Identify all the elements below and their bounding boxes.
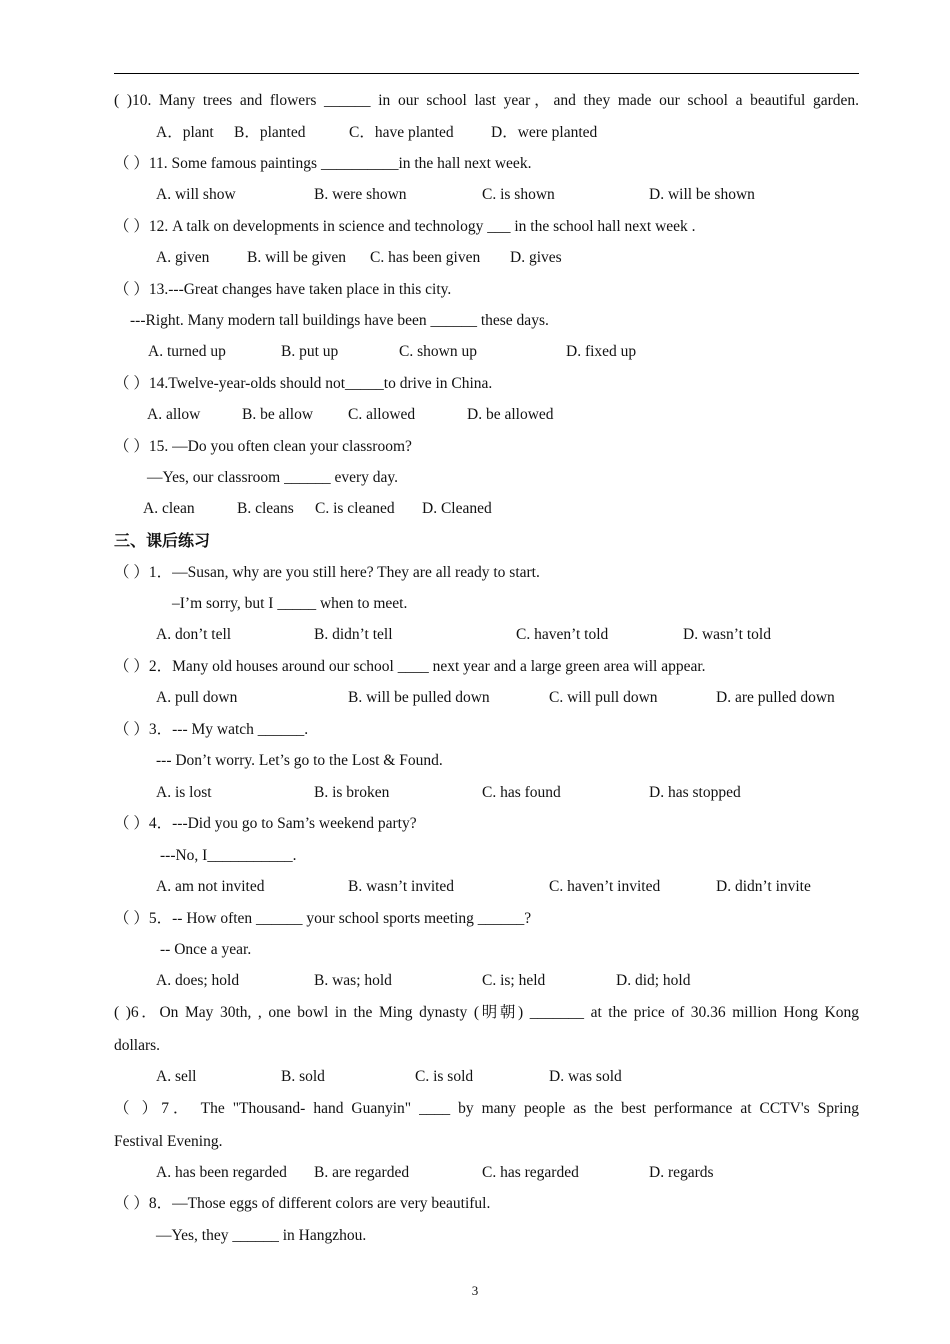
- question-12-option-d: D. gives: [510, 249, 562, 266]
- header-rule: [114, 73, 859, 74]
- practice-8-line2: —Yes, they ______ in Hangzhou.: [156, 1227, 367, 1244]
- practice-2-option-d: D. are pulled down: [716, 689, 835, 706]
- practice-5-stem: （ ）5．-- How often ______ your school sports meeting ______?: [114, 910, 532, 927]
- practice-7-line2: Festival Evening.: [114, 1133, 223, 1150]
- practice-1-option-d: D. wasn’t told: [683, 626, 771, 643]
- practice-3-option-c: C. has found: [482, 784, 561, 801]
- practice-5-option-b: B. was; hold: [314, 972, 392, 989]
- practice-6-option-b: B. sold: [281, 1068, 325, 1085]
- practice-4-option-a: A. am not invited: [156, 878, 265, 895]
- practice-8-stem: （ ）8．—Those eggs of different colors are very beautiful.: [114, 1195, 491, 1212]
- question-13-option-b: B. put up: [281, 343, 339, 360]
- practice-1-stem: （ ）1．—Susan, why are you still here? They are all ready to start.: [114, 564, 540, 581]
- section-heading: 三、课后练习: [114, 531, 211, 550]
- practice-6-line2: dollars.: [114, 1037, 161, 1054]
- practice-6-option-d: D. was sold: [549, 1068, 622, 1085]
- practice-6-stem: ( )6．On May 30th, , one bowl in the Ming dynasty (明朝) _______ at the price of 30.36 million Hong Kong: [114, 1004, 859, 1021]
- practice-1-option-c: C. haven’t told: [516, 626, 609, 643]
- practice-2-option-a: A. pull down: [156, 689, 238, 706]
- question-13-option-d: D. fixed up: [566, 343, 637, 360]
- practice-2-option-b: B. will be pulled down: [348, 689, 490, 706]
- question-11-option-a: A. will show: [156, 186, 236, 203]
- practice-5-option-d: D. did; hold: [616, 972, 691, 989]
- practice-5-option-a: A. does; hold: [156, 972, 240, 989]
- practice-7-option-a: A. has been regarded: [156, 1164, 287, 1181]
- question-11-option-b: B. were shown: [314, 186, 407, 203]
- practice-3-option-a: A. is lost: [156, 784, 212, 801]
- practice-7-stem: （ ）7． The "Thousand- hand Guanyin" ____ by many people as the best performance at CCTV's Spring: [114, 1100, 859, 1117]
- question-14-option-d: D. be allowed: [467, 406, 554, 423]
- practice-2-stem: （ ）2．Many old houses around our school ____ next year and a large green area will appear.: [114, 658, 706, 675]
- question-15-option-c: C. is cleaned: [315, 500, 395, 517]
- question-10-option-b: B．planted: [234, 124, 306, 141]
- practice-6-option-c: C. is sold: [415, 1068, 474, 1085]
- question-14-stem: （ ）14.Twelve-year-olds should not_____to drive in China.: [114, 375, 493, 392]
- question-15-line2: —Yes, our classroom ______ every day.: [147, 469, 398, 486]
- question-12-stem: （ ）12. A talk on developments in science and technology ___ in the school hall next week .: [114, 218, 696, 235]
- practice-1-line2: –I’m sorry, but I _____ when to meet.: [172, 595, 408, 612]
- practice-1-option-b: B. didn’t tell: [314, 626, 393, 643]
- question-13-option-a: A. turned up: [148, 343, 226, 360]
- question-15-option-d: D. Cleaned: [422, 500, 492, 517]
- practice-3-option-d: D. has stopped: [649, 784, 741, 801]
- practice-4-option-b: B. wasn’t invited: [348, 878, 455, 895]
- question-15-option-b: B. cleans: [237, 500, 294, 517]
- question-15-stem: （ ）15. —Do you often clean your classroom?: [114, 438, 412, 455]
- practice-5-option-c: C. is; held: [482, 972, 546, 989]
- practice-7-option-c: C. has regarded: [482, 1164, 579, 1181]
- practice-3-line2: --- Don’t worry. Let’s go to the Lost & Found.: [156, 752, 443, 769]
- question-15-option-a: A. clean: [143, 500, 195, 517]
- question-13-line2: ---Right. Many modern tall buildings have been ______ these days.: [130, 312, 549, 329]
- practice-3-stem: （ ）3．--- My watch ______.: [114, 721, 309, 738]
- question-11-option-d: D. will be shown: [649, 186, 755, 203]
- question-11-stem: （ ）11. Some famous paintings __________in the hall next week.: [114, 155, 532, 172]
- practice-4-option-d: D. didn’t invite: [716, 878, 811, 895]
- question-11-option-c: C. is shown: [482, 186, 555, 203]
- practice-5-line2: -- Once a year.: [160, 941, 252, 958]
- question-10-stem: ( )10. Many trees and flowers ______ in our school last year，and they made our school a beautiful garden.: [114, 92, 859, 109]
- question-13-option-c: C. shown up: [399, 343, 477, 360]
- question-12-option-a: A. given: [156, 249, 210, 266]
- question-12-option-b: B. will be given: [247, 249, 347, 266]
- question-14-option-b: B. be allow: [242, 406, 314, 423]
- practice-4-option-c: C. haven’t invited: [549, 878, 661, 895]
- practice-1-option-a: A. don’t tell: [156, 626, 232, 643]
- practice-4-line2: ---No, I___________.: [160, 847, 297, 864]
- practice-3-option-b: B. is broken: [314, 784, 390, 801]
- question-10-option-d: D．were planted: [491, 124, 598, 141]
- page-number: 3: [471, 1283, 479, 1298]
- question-14-option-a: A. allow: [147, 406, 201, 423]
- practice-7-option-d: D. regards: [649, 1164, 714, 1181]
- practice-6-option-a: A. sell: [156, 1068, 197, 1085]
- question-12-option-c: C. has been given: [370, 249, 481, 266]
- question-14-option-c: C. allowed: [348, 406, 416, 423]
- question-10-option-a: A．plant: [156, 124, 214, 141]
- practice-4-stem: （ ）4．---Did you go to Sam’s weekend party?: [114, 815, 417, 832]
- practice-7-option-b: B. are regarded: [314, 1164, 410, 1181]
- question-10-option-c: C．have planted: [349, 124, 454, 141]
- practice-2-option-c: C. will pull down: [549, 689, 658, 706]
- question-13-stem: （ ）13.---Great changes have taken place in this city.: [114, 281, 452, 298]
